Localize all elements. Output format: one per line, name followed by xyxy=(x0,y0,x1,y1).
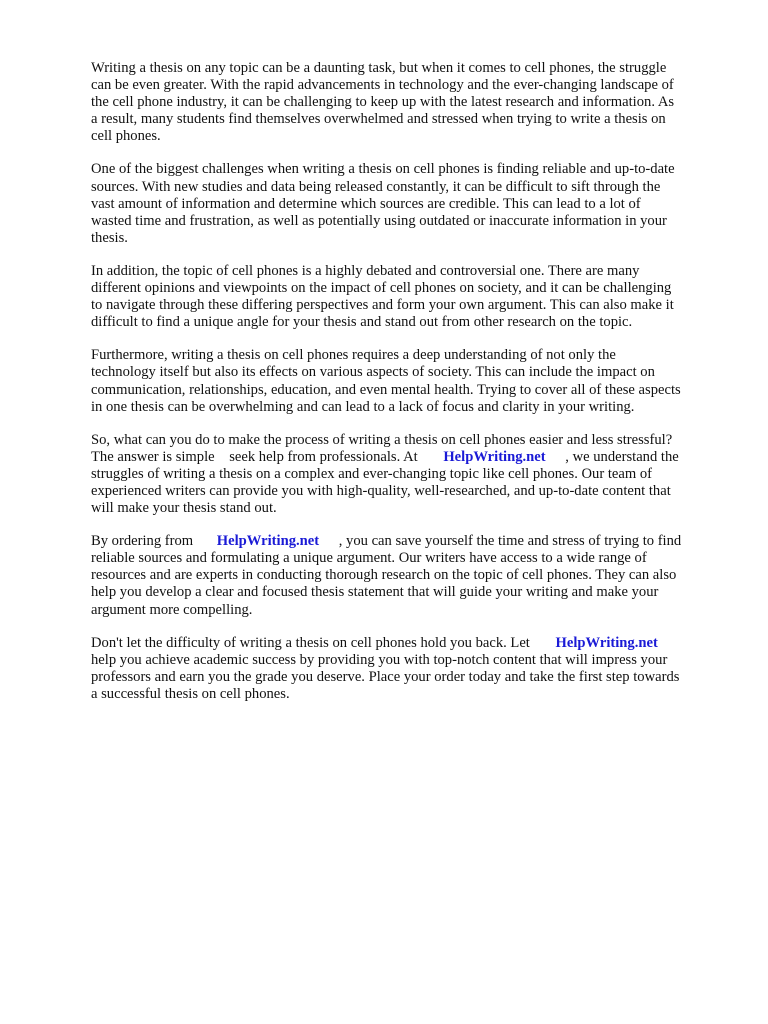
text-line xyxy=(91,449,721,466)
text-line: professors and earn you the grade you deserve. Place your order today and take the first step towards xyxy=(91,668,680,685)
paragraph-4 xyxy=(91,347,721,415)
text-line: in one thesis can be overwhelming and can lead to a lack of focus and clarity in your writing. xyxy=(91,398,635,415)
text-line: thesis. xyxy=(91,229,128,246)
text-line: communication, relationships, education, and even mental health. Trying to cover all of these aspects xyxy=(91,381,681,398)
paragraph-7 xyxy=(91,635,721,703)
text-line: to navigate through these differing perspectives and form your own argument. This can also make it xyxy=(91,297,674,314)
text-fragment: Don't let the difficulty of writing a thesis on cell phones hold you back. Let xyxy=(91,634,534,651)
paragraph-5 xyxy=(91,432,721,517)
helpwriting-link[interactable]: HelpWriting.net xyxy=(555,634,658,651)
paragraph-6 xyxy=(91,533,721,618)
text-line: resources and are experts in conducting thorough research on the topic of cell phones. They can also xyxy=(91,567,677,584)
text-line: a successful thesis on cell phones. xyxy=(91,685,290,702)
text-fragment: , we understand the xyxy=(561,448,679,465)
paragraph-2 xyxy=(91,161,721,246)
paragraph-3 xyxy=(91,263,721,331)
text-line: help you achieve academic success by providing you with top-notch content that will impress your xyxy=(91,651,668,668)
text-fragment: The answer is simple seek help from professionals. At xyxy=(91,448,422,465)
text-line: struggles of writing a thesis on a complex and ever-changing topic like cell phones. Our team of xyxy=(91,465,653,482)
text-line: Writing a thesis on any topic can be a daunting task, but when it comes to cell phones, the struggle xyxy=(91,60,667,76)
text-line: So, what can you do to make the process of writing a thesis on cell phones easier and less stressful? xyxy=(91,431,673,448)
text-line: the cell phone industry, it can be challenging to keep up with the latest research and information. As xyxy=(91,94,675,111)
text-line: will make your thesis stand out. xyxy=(91,500,277,517)
text-line: vast amount of information and determine which sources are credible. This can lead to a lot of xyxy=(91,195,641,212)
helpwriting-link[interactable]: HelpWriting.net xyxy=(443,448,546,465)
text-line: One of the biggest challenges when writing a thesis on cell phones is finding reliable and up-to-date xyxy=(91,161,675,178)
paragraph-1 xyxy=(91,60,721,145)
text-line: In addition, the topic of cell phones is a highly debated and controversial one. There are many xyxy=(91,262,640,279)
text-line: wasted time and frustration, as well as potentially using outdated or inaccurate information in your xyxy=(91,212,667,229)
text-line: can be even greater. With the rapid advancements in technology and the ever-changing landscape of xyxy=(91,77,674,94)
text-line: help you develop a clear and focused thesis statement that will guide your writing and make your xyxy=(91,584,659,601)
text-line: different opinions and viewpoints on the impact of cell phones on society, and it can be challenging xyxy=(91,280,672,297)
text-line: cell phones. xyxy=(91,128,161,145)
text-line: sources. With new studies and data being released constantly, it can be difficult to sift through the xyxy=(91,178,661,195)
text-line xyxy=(91,635,721,652)
text-line xyxy=(91,533,721,550)
text-line: difficult to find a unique angle for your thesis and stand out from other research on the topic. xyxy=(91,314,633,331)
text-fragment: By ordering from xyxy=(91,533,197,550)
helpwriting-link[interactable]: HelpWriting.net xyxy=(216,533,320,550)
text-line: experienced writers can provide you with high-quality, well-researched, and up-to-date content that xyxy=(91,482,671,499)
text-line: a result, many students find themselves overwhelmed and stressed when trying to write a thesis on xyxy=(91,111,666,128)
text-line: technology itself but also its effects on various aspects of society. This can include the impact on xyxy=(91,364,655,381)
document-body xyxy=(91,60,721,719)
text-line: Furthermore, writing a thesis on cell phones requires a deep understanding of not only the xyxy=(91,347,616,364)
text-fragment: , you can save yourself the time and stress of trying to find xyxy=(335,533,682,550)
text-line: argument more compelling. xyxy=(91,601,253,618)
text-line: reliable sources and formulating a unique argument. Our writers have access to a wide range of xyxy=(91,550,647,567)
